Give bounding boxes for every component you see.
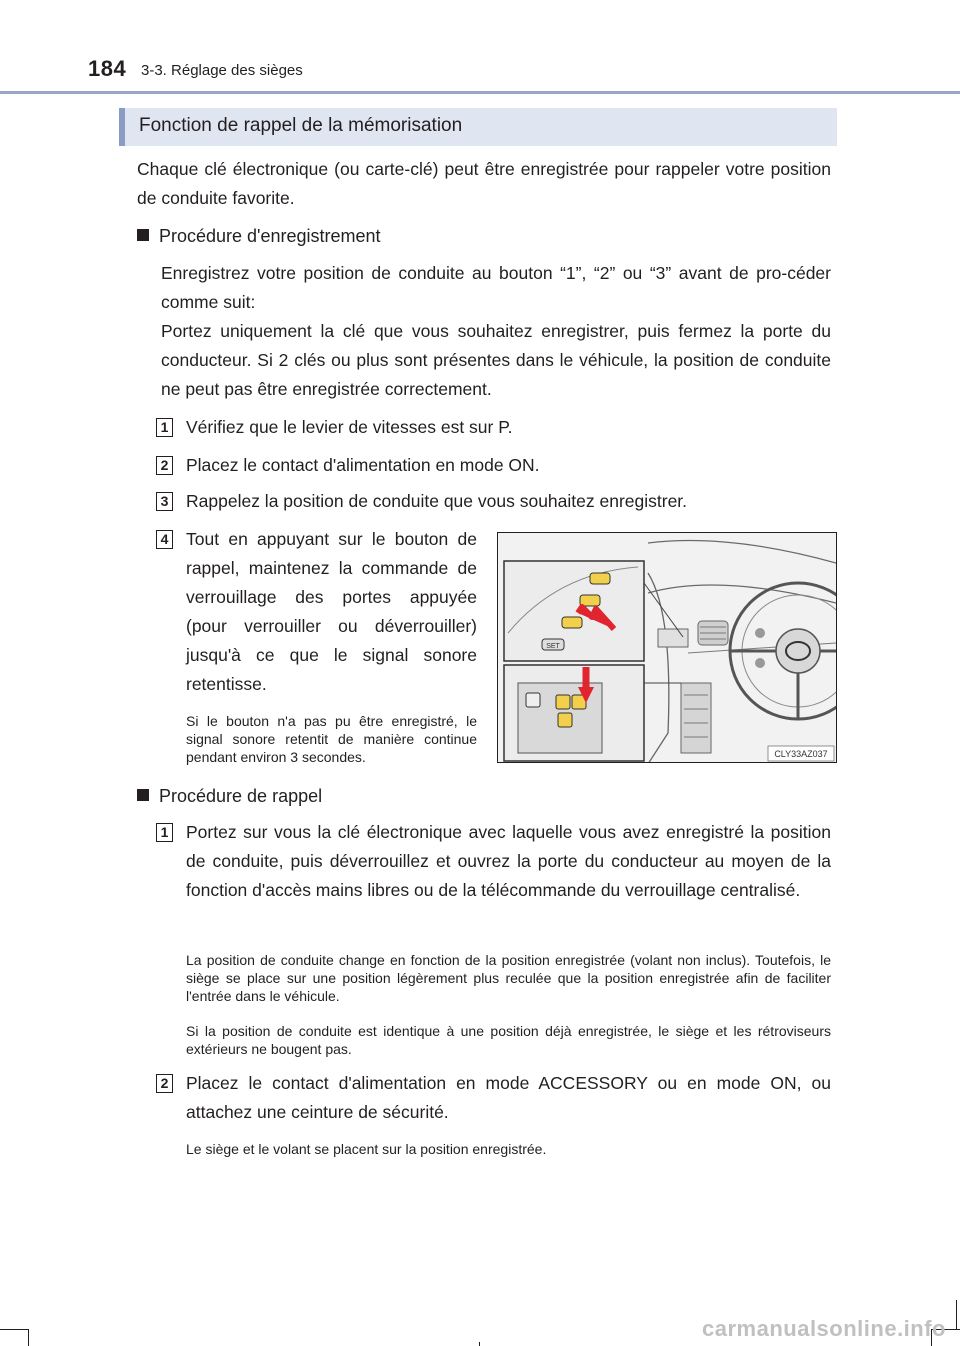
registration-step-4-note: Si le bouton n'a pas pu être enregistré, le signal sonore retentit de manière continue pendant environ 3 secondes. [186, 713, 477, 765]
step-number-box: 2 [156, 1074, 173, 1093]
crop-mark [479, 1342, 480, 1346]
recall-heading: Procédure de rappel [137, 786, 322, 807]
crop-mark [956, 1300, 957, 1330]
figure-code: CLY33AZ037 [774, 749, 828, 759]
recall-step-1-note-1: La position de conduite change en fonction de la position enregistrée (volant non inclus). Toutefois, le siège se place sur une position légèrement plus reculée que la position enregistrée afin de faciliter l'entrée dans le véhicule. [186, 952, 831, 1004]
recall-step-1: Portez sur vous la clé électronique avec laquelle vous avez enregistré la position de conduite, puis déverrouillez et ouvrez la porte du conducteur au moyen de la fonction d'accès mains libres ou de la télécommande du verrouillage centralisé. [186, 822, 831, 900]
crop-mark [0, 1329, 28, 1330]
recall-step-2: Placez le contact d'alimentation en mode ACCESSORY ou en mode ON, ou attachez une ceinture de sécurité. [186, 1073, 831, 1122]
intro-paragraph: Chaque clé électronique (ou carte-clé) peut être enregistrée pour rappeler votre position de conduite favorite. [137, 159, 831, 208]
square-bullet-icon [137, 229, 149, 241]
registration-heading: Procédure d'enregistrement [137, 226, 381, 247]
set-button-label: SET [546, 643, 560, 650]
registration-step-4: Tout en appuyant sur le bouton de rappel, maintenez la commande de verrouillage des portes appuyée (pour verrouiller ou déverrouiller) jusqu'à ce que le signal sonore retentisse. [186, 529, 477, 694]
step-number-box: 2 [156, 456, 173, 475]
crop-mark [28, 1329, 29, 1346]
car-interior-drawing [498, 533, 837, 763]
registration-step-1: Vérifiez que le levier de vitesses est sur P. [186, 417, 513, 437]
section-title-bar [119, 108, 837, 146]
step-number-box: 4 [156, 530, 173, 549]
recall-step-2-note: Le siège et le volant se placent sur la position enregistrée. [186, 1141, 547, 1157]
registration-paragraph-1: Enregistrez votre position de conduite au bouton “1”, “2” ou “3” avant de pro-céder comme suit: [161, 263, 831, 312]
registration-step-2: Placez le contact d'alimentation en mode ON. [186, 455, 540, 475]
step-number-box: 1 [156, 823, 173, 842]
registration-paragraph-2: Portez uniquement la clé que vous souhaitez enregistrer, puis fermez la porte du conducteur. Si 2 clés ou plus sont présentes dans le véhicule, la position de conduite ne peut pas être enregistrée correctement. [161, 321, 831, 399]
step-number-box: 3 [156, 492, 173, 511]
header-divider [0, 91, 960, 94]
square-bullet-icon [137, 789, 149, 801]
registration-step-3: Rappelez la position de conduite que vous souhaitez enregistrer. [186, 491, 688, 511]
step-number-box: 1 [156, 418, 173, 437]
watermark: carmanualsonline.info [702, 1316, 946, 1341]
section-title: Fonction de rappel de la mémorisation [139, 115, 463, 136]
recall-step-1-note-2: Si la position de conduite est identique à une position déjà enregistrée, le siège et les rétroviseurs extérieurs ne bougent pas. [186, 1023, 831, 1057]
section-breadcrumb: 3-3. Réglage des sièges [141, 62, 303, 79]
illustration-door-panel-buttons [497, 532, 837, 763]
page-number: 184 [88, 56, 127, 81]
